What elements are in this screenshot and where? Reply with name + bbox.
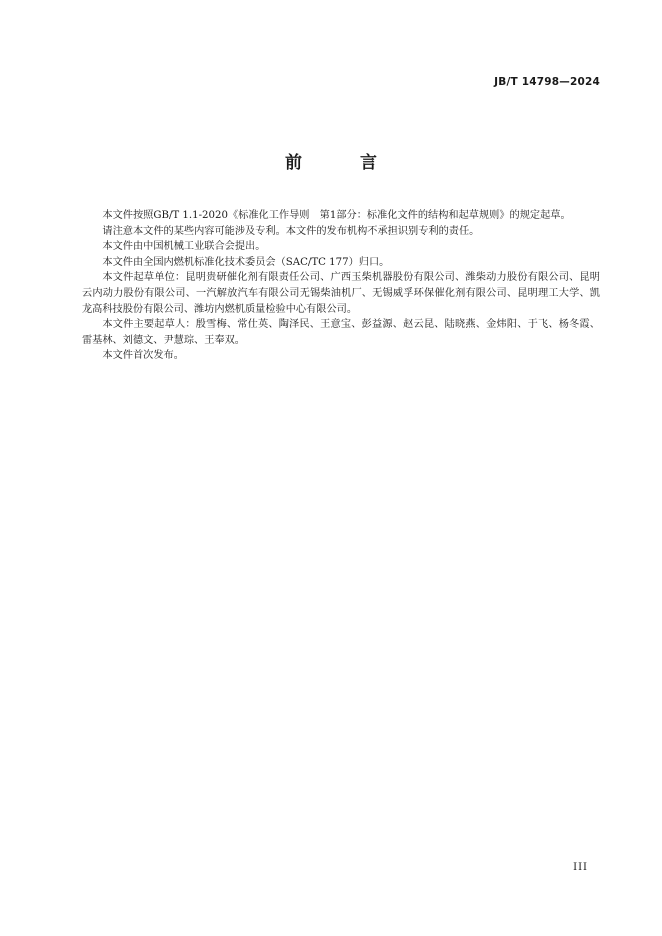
paragraph-drafting-units: 本文件起草单位：昆明贵研催化剂有限责任公司、广西玉柴机器股份有限公司、潍柴动力股份有限公司、昆明云内动力股份有限公司、一汽解放汽车有限公司无锡柴油机厂、无锡威孚环保催化剂有限公司、昆明理工大学、凯龙高科技股份有限公司、潍坊内燃机质量检验中心有限公司。 [82, 272, 600, 315]
paragraph-drafters: 本文件主要起草人：殷雪梅、常仕英、陶泽民、王意宝、彭益源、赵云昆、陆晓燕、金炜阳、于飞、杨冬霞、雷基林、刘德文、尹慧琮、王奉双。 [82, 319, 600, 346]
document-code: JB/T 14798—2024 [494, 76, 600, 88]
title-char-2: 言 [360, 153, 377, 173]
page-number: III [573, 862, 588, 873]
title-char-1: 前 [285, 153, 302, 173]
paragraph-technical-committee: 本文件由全国内燃机标准化技术委员会（SAC/TC 177）归口。 [102, 256, 390, 268]
foreword-body [82, 208, 600, 364]
paragraph-first-release: 本文件首次发布。 [102, 350, 184, 362]
paragraph-patent-notice: 请注意本文件的某些内容可能涉及专利。本文件的发布机构不承担识别专利的责任。 [102, 225, 480, 237]
paragraph-proposer: 本文件由中国机械工业联合会提出。 [102, 241, 266, 253]
page-title [0, 148, 662, 173]
paragraph-drafting-rules: 本文件按照GB/T 1.1-2020《标准化工作导则 第1部分：标准化文件的结构和起草规则》的规定起草。 [102, 210, 571, 221]
